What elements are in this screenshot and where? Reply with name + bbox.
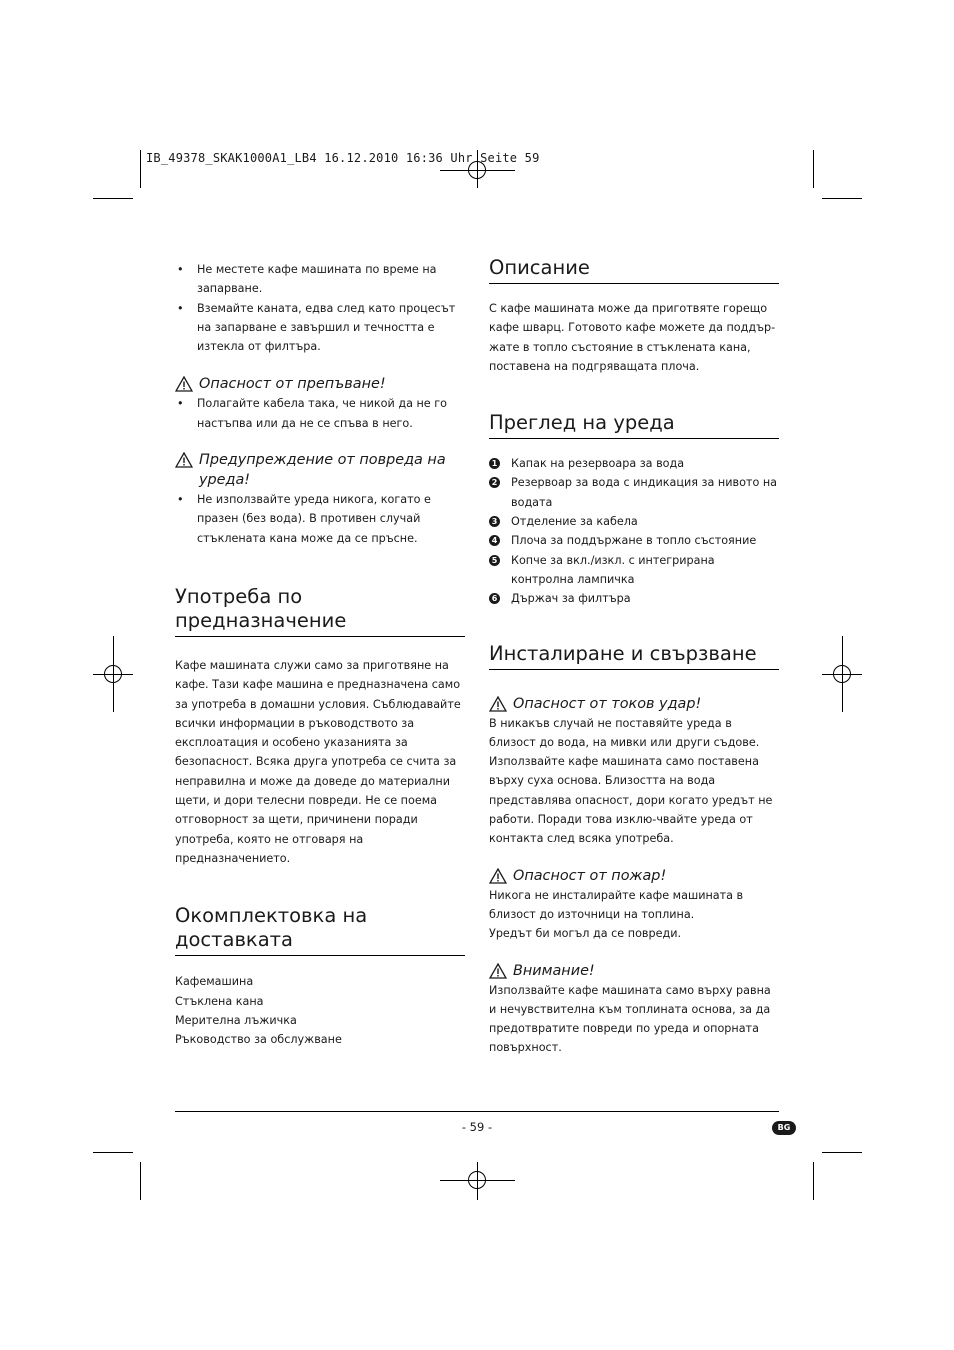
list-item: Кафемашина xyxy=(175,975,254,989)
list-item xyxy=(489,473,779,512)
part-label: Плоча за поддържане в топло състояние xyxy=(511,534,757,548)
parts-list xyxy=(489,454,779,608)
list-item: • Полагайте кабела така, че никой да не го настъпва или да не се спъва в него. xyxy=(175,394,465,433)
list-item xyxy=(489,589,779,608)
section-heading-intended-use: Употреба по предназначение xyxy=(175,585,465,637)
list-item: Мерителна лъжичка xyxy=(175,1013,297,1027)
footer-divider xyxy=(175,1111,779,1112)
warning-damage-heading xyxy=(175,450,465,490)
warning-trip-list xyxy=(175,394,465,433)
list-item: Ръководство за обслужване xyxy=(175,1033,342,1047)
attention-heading xyxy=(489,961,779,981)
warning-title: Опасност от токов удар! xyxy=(513,695,702,712)
intended-use-text: Кафе машината служи само за приготвяне на кафе. Тази кафе машина е предназначена само за употреба в домашни условия. Съблюдавайте всички информации в ръководството за експлоатация и особено указанията за безопасност. Всяка друга употреба се счита за неправилна и може да доведе до материални щети, и дори телесни повреди. Не се поема отговорност за щети, причинени поради употреба, която не отговаря на предназначението. xyxy=(175,658,461,865)
warning-title: Опасност от пожар! xyxy=(513,867,667,884)
page-number: - 59 - xyxy=(461,1120,493,1134)
part-number-badge: 5 xyxy=(489,555,500,566)
part-label: Отделение за кабела xyxy=(511,515,638,529)
list-item: • Вземайте каната, едва след като процесът на запарване е завършил и течността е изтекла от филтъра. xyxy=(175,299,465,357)
warning-triangle-icon xyxy=(489,961,513,981)
warning-title: Опасност от препъване! xyxy=(199,376,386,393)
warning-title: Предупреждение от повреда на уреда! xyxy=(199,452,446,489)
section-heading-overview: Преглед на уреда xyxy=(489,411,779,439)
list-item: • Не използвайте уреда никога, когато е празен (без вода). В противен случай стъклената кана може да се пръсне. xyxy=(175,490,465,548)
warning-triangle-icon xyxy=(175,374,199,394)
part-label: Копче за вкл./изкл. с интегрирана контролна лампичка xyxy=(511,553,715,586)
warning-shock-heading xyxy=(489,694,779,714)
part-number-badge: 6 xyxy=(489,593,500,604)
warning-damage-list xyxy=(175,490,465,548)
left-column xyxy=(175,260,465,1049)
section-heading-package: Окомплектовка на доставката xyxy=(175,904,465,956)
warning-triangle-icon xyxy=(489,866,513,886)
part-number-badge: 2 xyxy=(489,477,500,488)
list-item xyxy=(489,512,779,531)
warning-fire-text-2: Уредът би могъл да се повреди. xyxy=(489,927,682,941)
list-item xyxy=(489,551,779,590)
warning-fire-text: Никога не инсталирайте кафе машината в близост до източници на топлина. xyxy=(489,888,744,921)
section-heading-installation: Инсталиране и свързване xyxy=(489,642,779,670)
intro-bullet-list xyxy=(175,260,465,356)
warning-title: Внимание! xyxy=(513,962,595,979)
list-item: Стъклена кана xyxy=(175,994,264,1008)
warning-shock-text: В никакъв случай не поставяйте уреда в близост до вода, на мивки или други съдове. Използвайте кафе машината само поставена върху суха основа. Близостта на вода представлява опасност, дори когато уредът не работи. Поради това изклю-чвайте уреда от контакта след всяка употреба. xyxy=(489,716,773,846)
part-number-badge: 4 xyxy=(489,535,500,546)
warning-triangle-icon xyxy=(175,450,199,470)
right-column xyxy=(489,256,779,1058)
part-label: Капак на резервоара за вода xyxy=(511,457,685,471)
part-number-badge: 1 xyxy=(489,458,500,469)
part-number-badge: 3 xyxy=(489,516,500,527)
warning-trip-heading xyxy=(175,374,465,394)
list-item xyxy=(489,454,779,473)
part-label: Държач за филтъра xyxy=(511,592,631,606)
language-badge: BG xyxy=(772,1121,796,1135)
warning-fire-heading xyxy=(489,866,779,886)
attention-text: Използвайте кафе машината само върху равна и нечувствителна към топлината основа, за да предотвратите повреди по уреда и опорната повърхност. xyxy=(489,983,771,1055)
print-slug: IB_49378_SKAK1000A1_LB4 16.12.2010 16:36 Uhr Seite 59 xyxy=(146,151,540,165)
section-heading-description: Описание xyxy=(489,256,779,284)
list-item: • Не местете кафе машината по време на запарване. xyxy=(175,260,465,299)
description-text: С кафе машината може да приготвяте горещо кафе шварц. Готовото кафе можете да поддър-жате в топло състояние в стъклената кана, поставена на подгряващата плоча. xyxy=(489,302,776,373)
package-list xyxy=(175,972,465,1049)
part-label: Резервоар за вода с индикация за нивото на водата xyxy=(511,476,778,509)
list-item xyxy=(489,531,779,550)
warning-triangle-icon xyxy=(489,694,513,714)
